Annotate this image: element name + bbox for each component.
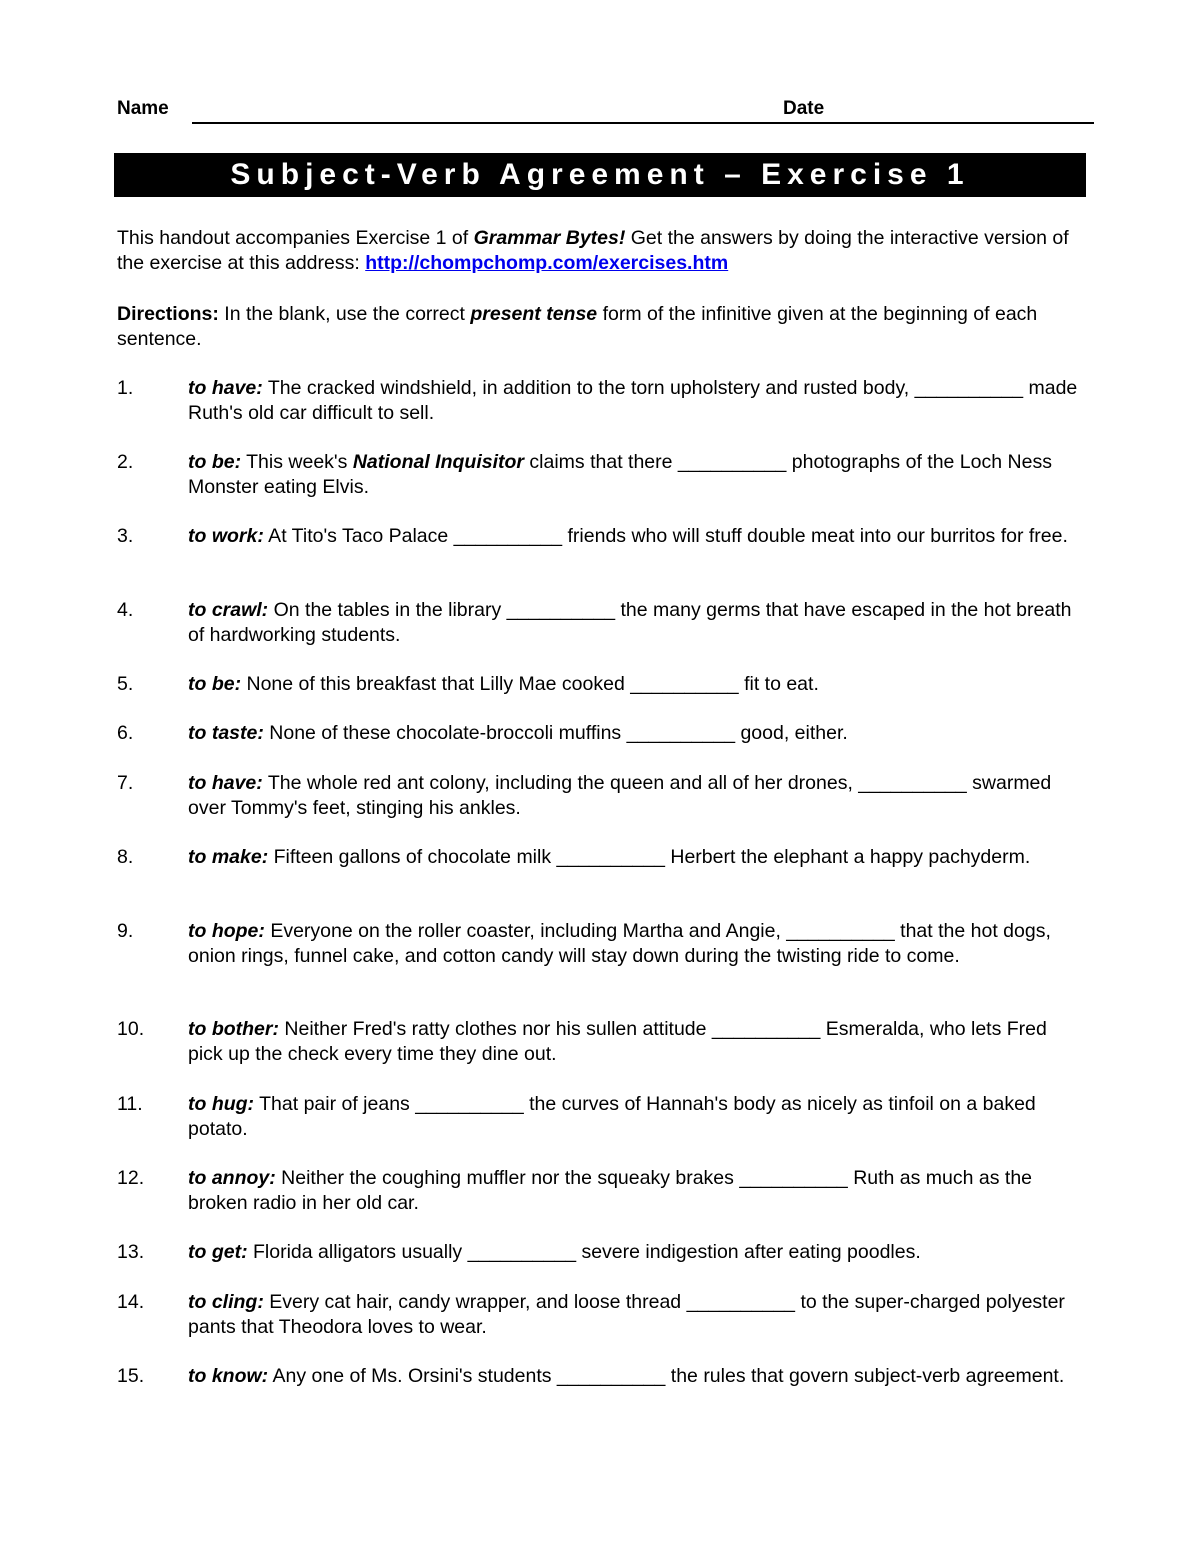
item-number: 15.	[117, 1365, 145, 1387]
item-sentence: That pair of jeans __________ the curves of Hannah's body as nicely as tinfoil on a baked potato.	[188, 1093, 1036, 1140]
intro-paragraph	[117, 226, 1087, 276]
directions-text-2: form of the infinitive given at the beginning of each sentence.	[117, 303, 1038, 350]
item-number: 7.	[117, 772, 134, 794]
intro-source: Grammar Bytes!	[473, 227, 626, 249]
item-infinitive: to be:	[188, 451, 242, 473]
item-number: 14.	[117, 1291, 145, 1313]
item-infinitive: to bother:	[188, 1018, 279, 1040]
item-sentence-end: claims that there __________ photographs of the Loch Ness Monster eating Elvis.	[188, 451, 1052, 498]
item-infinitive: to know:	[188, 1365, 269, 1387]
item-infinitive: to hope:	[188, 920, 265, 942]
item-text	[188, 771, 1085, 821]
item-infinitive: to get:	[188, 1241, 248, 1263]
item-sentence: Fifteen gallons of chocolate milk __________ Herbert the elephant a happy pachyderm.	[268, 846, 1031, 868]
item-sentence: Any one of Ms. Orsini's students __________ the rules that govern subject-verb agreement.	[268, 1365, 1065, 1387]
item-number: 8.	[117, 846, 134, 868]
item-infinitive: to make:	[188, 846, 269, 868]
intro-text-2: Get the answers by doing the interactive version of the exercise at this address:	[117, 227, 1069, 274]
item-number: 6.	[117, 722, 134, 744]
item-text	[188, 1092, 1085, 1142]
item-number: 2.	[117, 451, 134, 473]
item-text	[188, 845, 1085, 870]
name-blank-line[interactable]	[192, 122, 889, 124]
item-infinitive: to be:	[188, 673, 242, 695]
item-text	[188, 919, 1085, 969]
item-text	[188, 721, 1085, 746]
item-sentence: The cracked windshield, in addition to the torn upholstery and rusted body, __________ made Ruth's old car difficult to sell.	[188, 377, 1078, 424]
directions-paragraph	[117, 302, 1087, 352]
item-text	[188, 1240, 1085, 1265]
item-sentence: Every cat hair, candy wrapper, and loose thread __________ to the super-charged polyester pants that Theodora loves to wear.	[188, 1291, 1065, 1338]
item-text	[188, 376, 1085, 426]
directions-label: Directions:	[117, 303, 219, 325]
item-infinitive: to have:	[188, 377, 263, 399]
item-text	[188, 1166, 1085, 1216]
item-infinitive: to taste:	[188, 722, 264, 744]
item-sentence: This week's	[241, 451, 353, 473]
item-text	[188, 524, 1085, 549]
item-infinitive: to work:	[188, 525, 264, 547]
exercise-link[interactable]: http://chompchomp.com/exercises.htm	[365, 252, 729, 274]
item-text	[188, 1017, 1085, 1067]
item-sentence: On the tables in the library __________ the many germs that have escaped in the hot breath of hardworking students.	[188, 599, 1072, 646]
item-number: 1.	[117, 377, 134, 399]
directions-text-1: In the blank, use the correct	[218, 303, 471, 325]
item-infinitive: to cling:	[188, 1291, 264, 1313]
intro-text-1: This handout accompanies Exercise 1 of	[117, 227, 474, 249]
item-text	[188, 450, 1085, 500]
item-infinitive: to have:	[188, 772, 263, 794]
worksheet-title: Subject-Verb Agreement – Exercise 1	[114, 153, 1086, 197]
item-text	[188, 1290, 1085, 1340]
name-date-header	[117, 98, 1095, 126]
item-sentence: Florida alligators usually __________ severe indigestion after eating poodles.	[247, 1241, 921, 1263]
item-number: 12.	[117, 1167, 145, 1189]
item-infinitive: to crawl:	[188, 599, 269, 621]
item-publication-title: National Inquisitor	[352, 451, 524, 473]
item-sentence: The whole red ant colony, including the queen and all of her drones, __________ swarmed over Tommy's feet, stinging his ankles.	[188, 772, 1052, 819]
date-label: Date	[783, 98, 825, 119]
item-sentence: Everyone on the roller coaster, including Martha and Angie, __________ that the hot dogs, onion rings, funnel cake, and cotton candy will stay down during the twisting ride to come.	[188, 920, 1051, 967]
item-sentence: Neither the coughing muffler nor the squeaky brakes __________ Ruth as much as the broken radio in her old car.	[188, 1167, 1033, 1214]
item-number: 13.	[117, 1241, 145, 1263]
item-number: 9.	[117, 920, 134, 942]
item-sentence: None of these chocolate-broccoli muffins __________ good, either.	[263, 722, 848, 744]
directions-emphasis: present tense	[470, 303, 598, 325]
item-text	[188, 672, 1085, 697]
item-number: 5.	[117, 673, 134, 695]
item-number: 11.	[117, 1093, 143, 1115]
item-infinitive: to hug:	[188, 1093, 255, 1115]
item-infinitive: to annoy:	[188, 1167, 276, 1189]
item-sentence: Neither Fred's ratty clothes nor his sullen attitude __________ Esmeralda, who lets Fred pick up the check every time they dine out.	[188, 1018, 1047, 1065]
item-text	[188, 1364, 1085, 1389]
item-number: 10.	[117, 1018, 145, 1040]
item-sentence: None of this breakfast that Lilly Mae cooked __________ fit to eat.	[241, 673, 819, 695]
date-blank-line[interactable]	[846, 122, 1094, 124]
item-text	[188, 598, 1085, 648]
item-number: 3.	[117, 525, 134, 547]
name-label: Name	[117, 98, 169, 119]
item-number: 4.	[117, 599, 134, 621]
item-sentence: At Tito's Taco Palace __________ friends who will stuff double meat into our burritos for free.	[263, 525, 1068, 547]
